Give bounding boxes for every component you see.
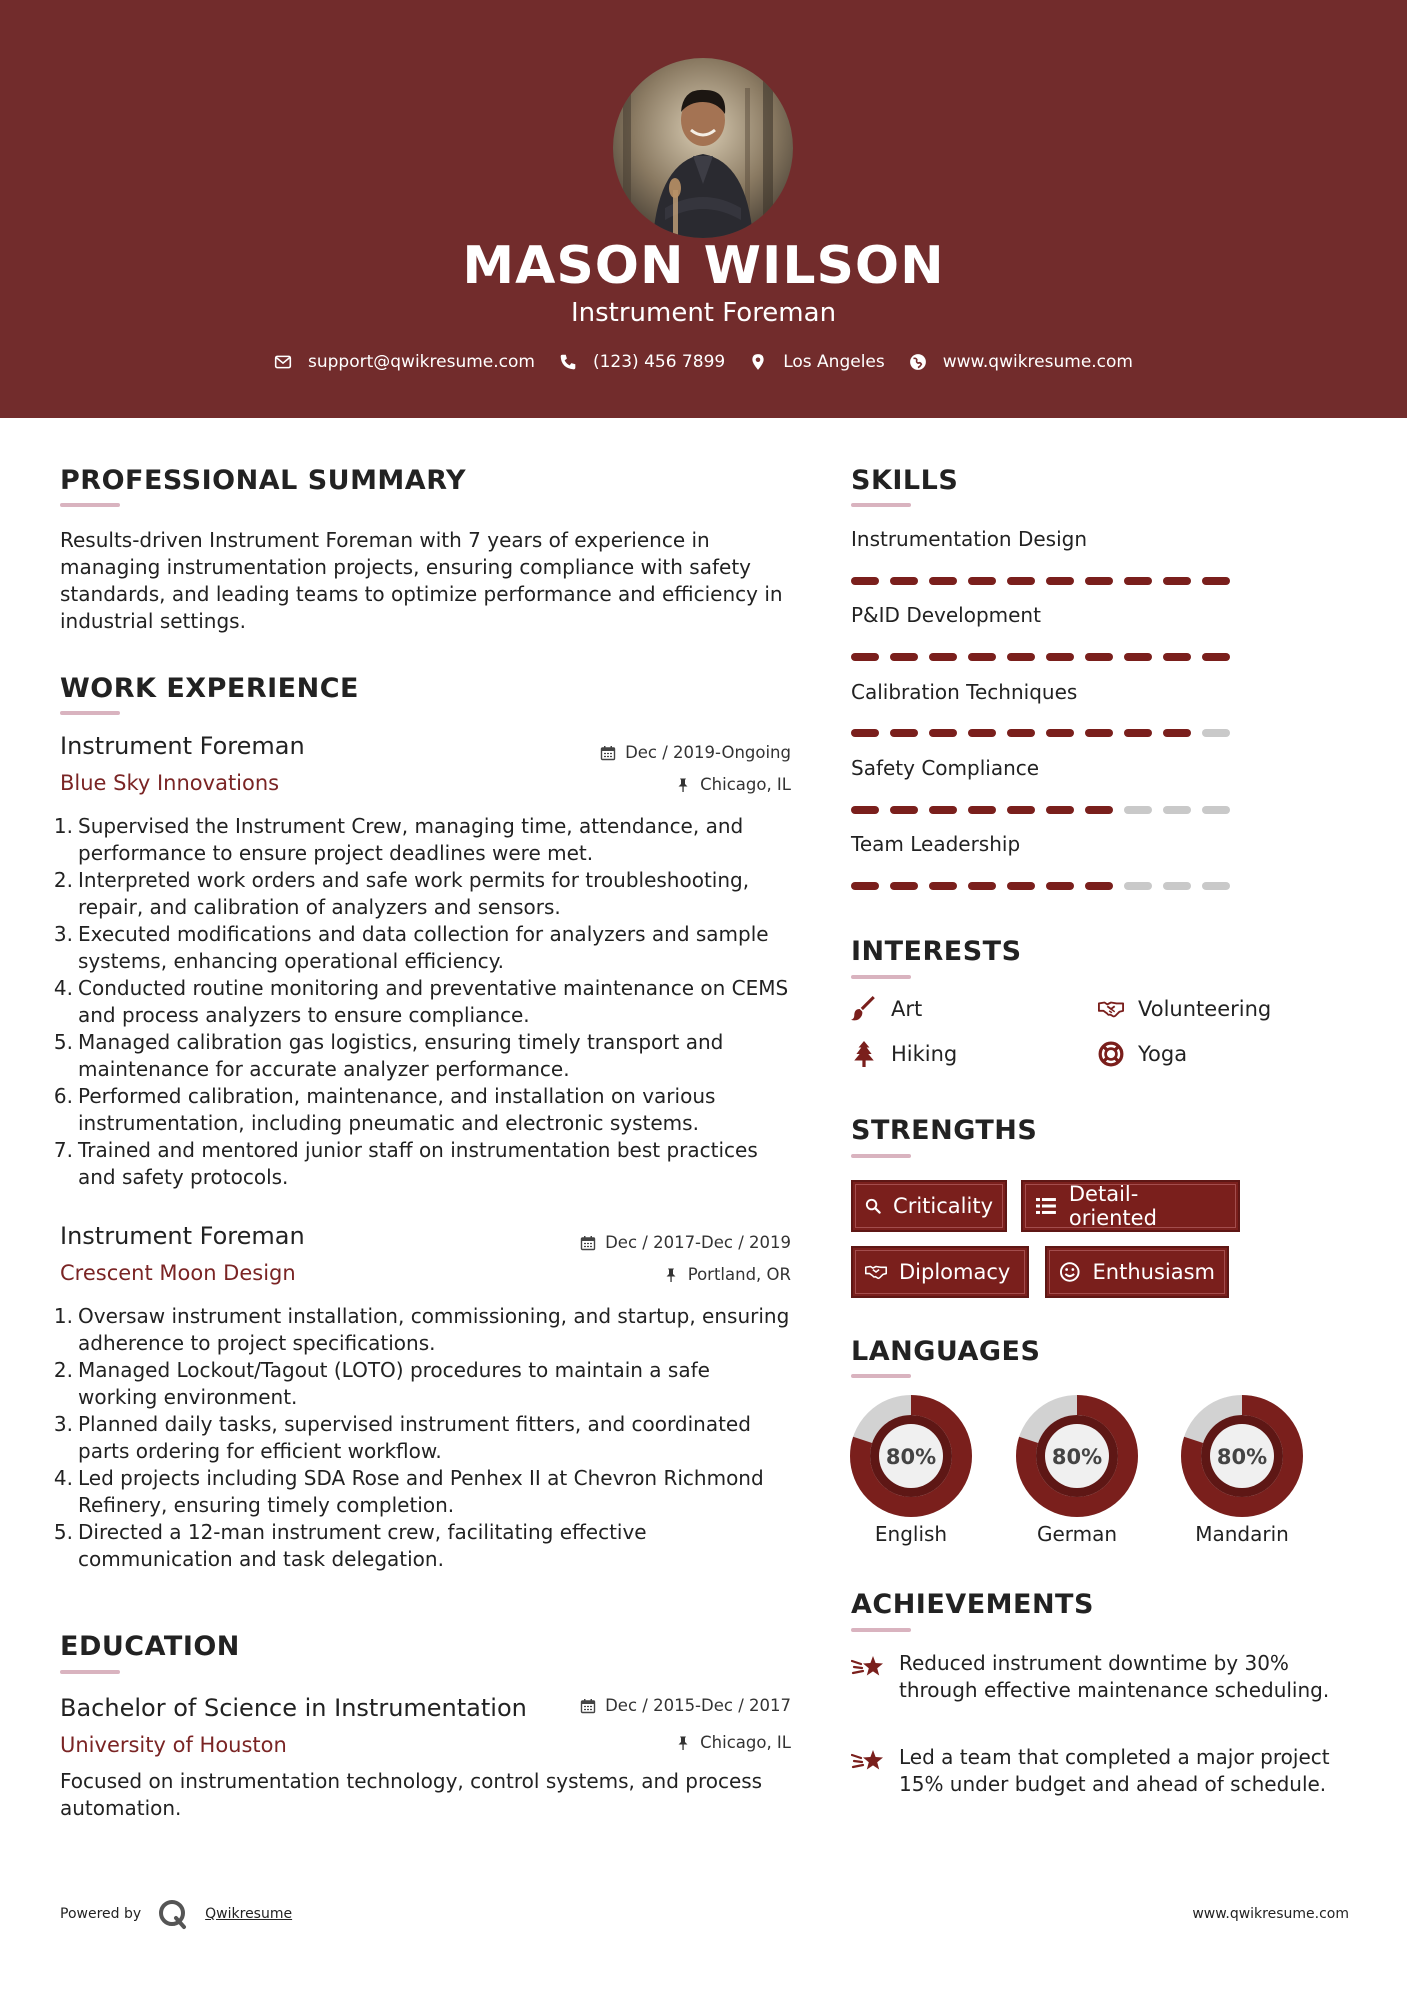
qwikresume-logo-icon	[157, 1898, 189, 1930]
list-item-text: Conducted routine monitoring and preventative maintenance on CEMS and process analyzers to ensure compliance.	[78, 976, 789, 1027]
list-item-text: Supervised the Instrument Crew, managing time, attendance, and performance to ensure project deadlines were met.	[78, 814, 744, 865]
list-item-text: Planned daily tasks, supervised instrument fitters, and coordinated parts ordering for efficient workflow.	[78, 1412, 751, 1463]
skill-dash-filled	[929, 577, 957, 585]
resume-header	[0, 0, 1407, 418]
list-item-text: Managed Lockout/Tagout (LOTO) procedures to maintain a safe working environment.	[78, 1358, 710, 1409]
skill-name: Calibration Techniques	[851, 680, 1078, 704]
achievement-text: Led a team that completed a major project 15% under budget and ahead of schedule.	[899, 1745, 1330, 1796]
skill-dash-empty	[1163, 806, 1191, 814]
strength-label: Diplomacy	[899, 1260, 1011, 1284]
achievement-item	[851, 1650, 1371, 1704]
list-item	[48, 1029, 793, 1083]
interests-heading-rule	[851, 975, 911, 979]
education-location	[675, 1733, 791, 1752]
skill-dash-empty	[1124, 806, 1152, 814]
job-title: Instrument Foreman	[60, 1222, 305, 1250]
contact-email-text: support@qwikresume.com	[308, 352, 535, 372]
list-item-text: Directed a 12-man instrument crew, facilitating effective communication and task delegation.	[78, 1520, 647, 1571]
summary-heading-rule	[60, 503, 120, 507]
skill-dash-filled	[851, 577, 879, 585]
skill-rating	[851, 729, 1231, 737]
contact-website-text: www.qwikresume.com	[942, 352, 1133, 372]
contact-phone-text: (123) 456 7899	[592, 352, 726, 372]
pushpin-icon	[675, 777, 691, 793]
skill-dash-empty	[1202, 806, 1230, 814]
interest-item	[851, 1041, 957, 1067]
list-item	[48, 1411, 793, 1465]
job-bullets	[48, 1303, 793, 1573]
strength-tag	[851, 1180, 1007, 1232]
language-name: Mandarin	[1195, 1522, 1289, 1546]
skill-dash-filled	[851, 806, 879, 814]
skill-name: Team Leadership	[851, 832, 1021, 856]
skills-heading: SKILLS	[851, 465, 959, 496]
education-heading-rule	[60, 1670, 120, 1674]
skill-rating	[851, 577, 1231, 585]
experience-heading: WORK EXPERIENCE	[60, 673, 359, 704]
shooting-star-icon	[851, 1746, 885, 1776]
list-icon	[1035, 1195, 1057, 1217]
list-item-number: 7.	[53, 1138, 73, 1162]
list-item-text: Managed calibration gas logistics, ensuring timely transport and maintenance for accurate analyzer performance.	[78, 1030, 724, 1081]
job-bullets	[48, 813, 793, 1191]
list-item-text: Oversaw instrument installation, commissioning, and startup, ensuring adherence to project specifications.	[78, 1304, 790, 1355]
job-location-text: Portland, OR	[687, 1265, 791, 1284]
list-item	[48, 921, 793, 975]
skill-name: P&ID Development	[851, 603, 1041, 627]
education-degree: Bachelor of Science in Instrumentation	[60, 1694, 527, 1722]
skill-dash-filled	[851, 653, 879, 661]
skills-heading-rule	[851, 503, 911, 507]
interest-label: Art	[891, 997, 923, 1021]
paintbrush-icon	[851, 996, 877, 1022]
skill-dash-filled	[1007, 577, 1035, 585]
skill-dash-filled	[1007, 729, 1035, 737]
skill-dash-filled	[890, 882, 918, 890]
skill-dash-filled	[1163, 577, 1191, 585]
pushpin-icon	[675, 1735, 691, 1751]
calendar-icon	[600, 745, 616, 761]
shooting-star-icon	[851, 1652, 885, 1682]
job-dates	[580, 1233, 791, 1252]
achievements-heading-rule	[851, 1628, 911, 1632]
interests-heading: INTERESTS	[851, 936, 1022, 967]
languages-heading-rule	[851, 1374, 911, 1378]
footer-website[interactable]: www.qwikresume.com	[1192, 1906, 1349, 1922]
skill-name: Safety Compliance	[851, 756, 1040, 780]
calendar-icon	[580, 1235, 596, 1251]
list-item	[48, 1303, 793, 1357]
skill-dash-empty	[1202, 729, 1230, 737]
education-heading: EDUCATION	[60, 1631, 240, 1662]
skill-dash-filled	[890, 729, 918, 737]
skill-dash-filled	[929, 653, 957, 661]
list-item-number: 3.	[53, 1412, 73, 1436]
skill-dash-filled	[1007, 882, 1035, 890]
search-icon	[865, 1195, 881, 1217]
skill-dashes	[851, 882, 1231, 890]
skill-dash-filled	[929, 729, 957, 737]
skill-dash-filled	[1046, 577, 1074, 585]
list-item-text: Led projects including SDA Rose and Penhex II at Chevron Richmond Refinery, ensuring timely completion.	[78, 1466, 764, 1517]
contact-bar	[0, 352, 1407, 372]
skill-dash-filled	[851, 882, 879, 890]
list-item-number: 2.	[53, 1358, 73, 1382]
education-location-text: Chicago, IL	[700, 1733, 791, 1752]
interest-item	[1098, 1041, 1187, 1067]
contact-location	[749, 352, 885, 372]
skill-dash-filled	[968, 882, 996, 890]
skill-dash-filled	[1124, 653, 1152, 661]
candidate-name: MASON WILSON	[462, 236, 945, 296]
list-item	[48, 975, 793, 1029]
list-item-text: Performed calibration, maintenance, and installation on various instrumentation, including pneumatic and electronic systems.	[78, 1084, 716, 1135]
strength-label: Criticality	[893, 1194, 993, 1218]
list-item	[48, 1465, 793, 1519]
candidate-title: Instrument Foreman	[570, 298, 837, 328]
skill-rating	[851, 806, 1231, 814]
skill-dash-filled	[1046, 882, 1074, 890]
achievement-item	[851, 1744, 1371, 1798]
language-percent: 80%	[885, 1445, 937, 1469]
qwikresume-link[interactable]: Qwikresume	[205, 1906, 293, 1922]
skill-dash-filled	[1163, 729, 1191, 737]
skill-dash-filled	[929, 882, 957, 890]
strength-label: Enthusiasm	[1092, 1260, 1215, 1284]
interest-item	[1098, 996, 1271, 1022]
skill-dash-empty	[1124, 882, 1152, 890]
strengths-heading-rule	[851, 1154, 911, 1158]
achievements-heading: ACHIEVEMENTS	[851, 1589, 1094, 1620]
contact-phone[interactable]	[559, 352, 725, 372]
phone-icon	[559, 353, 577, 371]
experience-heading-rule	[60, 711, 120, 715]
skill-dash-filled	[851, 729, 879, 737]
language-percent: 80%	[1051, 1445, 1103, 1469]
skill-dash-filled	[968, 806, 996, 814]
tree-icon	[851, 1041, 877, 1067]
skill-dashes	[851, 729, 1231, 737]
interest-label: Hiking	[891, 1042, 958, 1066]
skill-dash-filled	[1007, 653, 1035, 661]
languages-heading: LANGUAGES	[851, 1336, 1041, 1367]
skill-dash-filled	[968, 729, 996, 737]
list-item-number: 5.	[53, 1030, 73, 1054]
job-dates-text: Dec / 2017-Dec / 2019	[605, 1233, 791, 1252]
skill-dash-filled	[1046, 729, 1074, 737]
map-pin-icon	[749, 353, 767, 371]
list-item-number: 3.	[53, 922, 73, 946]
list-item-number: 6.	[53, 1084, 73, 1108]
skill-dashes	[851, 577, 1231, 585]
envelope-icon	[274, 353, 292, 371]
job-company: Crescent Moon Design	[60, 1261, 296, 1285]
job-location	[663, 1265, 791, 1284]
list-item	[48, 813, 793, 867]
job-company: Blue Sky Innovations	[60, 771, 280, 795]
footer-powered-by	[60, 1898, 292, 1930]
pushpin-icon	[663, 1267, 679, 1283]
language-donut	[849, 1394, 973, 1518]
skill-dash-filled	[1085, 806, 1113, 814]
skill-dash-filled	[890, 806, 918, 814]
skill-dash-filled	[968, 653, 996, 661]
skill-rating	[851, 882, 1231, 890]
language-item	[849, 1394, 973, 1546]
skill-name: Instrumentation Design	[851, 527, 1088, 551]
job-location	[675, 775, 791, 794]
globe-icon	[909, 353, 927, 371]
profile-photo	[613, 58, 793, 238]
strength-tag	[1021, 1180, 1240, 1232]
strength-tag	[1045, 1246, 1229, 1298]
skill-dash-filled	[1085, 729, 1113, 737]
list-item-number: 1.	[53, 814, 73, 838]
skill-dash-filled	[890, 577, 918, 585]
strengths-heading: STRENGTHS	[851, 1115, 1038, 1146]
job-title: Instrument Foreman	[60, 732, 305, 760]
list-item	[48, 1083, 793, 1137]
contact-location-text: Los Angeles	[783, 352, 885, 372]
skill-dash-filled	[1085, 882, 1113, 890]
education-dates-text: Dec / 2015-Dec / 2017	[605, 1696, 791, 1715]
language-donut	[1015, 1394, 1139, 1518]
summary-text: Results-driven Instrument Foreman with 7 years of experience in managing instrumentation projects, ensuring compliance with safety standards, and leading teams to optimize performance and efficiency in industrial settings.	[60, 528, 783, 633]
skill-dashes	[851, 806, 1231, 814]
interest-label: Volunteering	[1138, 997, 1272, 1021]
skill-dash-filled	[1046, 806, 1074, 814]
list-item-number: 2.	[53, 868, 73, 892]
lifebuoy-icon	[1098, 1041, 1124, 1067]
skill-dash-filled	[1202, 577, 1230, 585]
smile-icon	[1059, 1261, 1081, 1283]
language-percent: 80%	[1216, 1445, 1268, 1469]
skill-dashes	[851, 653, 1231, 661]
list-item-number: 5.	[53, 1520, 73, 1544]
skill-rating	[851, 653, 1231, 661]
list-item	[48, 1519, 793, 1573]
achievement-text: Reduced instrument downtime by 30% through effective maintenance scheduling.	[899, 1651, 1330, 1702]
list-item-number: 4.	[53, 976, 73, 1000]
language-name: German	[1036, 1522, 1118, 1546]
language-item	[1180, 1394, 1304, 1546]
calendar-icon	[580, 1698, 596, 1714]
interest-item	[851, 996, 922, 1022]
skill-dash-empty	[1163, 882, 1191, 890]
skill-dash-empty	[1202, 882, 1230, 890]
skill-dash-filled	[1007, 806, 1035, 814]
strength-tag	[851, 1246, 1029, 1298]
skill-dash-filled	[1085, 577, 1113, 585]
list-item-text: Executed modifications and data collection for analyzers and sample systems, enhancing operational efficiency.	[78, 922, 769, 973]
handshake-icon	[1098, 996, 1124, 1022]
list-item-text: Trained and mentored junior staff on instrumentation best practices and safety protocols.	[78, 1138, 758, 1189]
job-dates	[600, 743, 791, 762]
list-item-number: 4.	[53, 1466, 73, 1490]
list-item	[48, 1357, 793, 1411]
skill-dash-filled	[1046, 653, 1074, 661]
skill-dash-filled	[1124, 729, 1152, 737]
contact-website[interactable]	[909, 352, 1133, 372]
skill-dash-filled	[929, 806, 957, 814]
list-item	[48, 867, 793, 921]
education-description: Focused on instrumentation technology, control systems, and process automation.	[60, 1769, 763, 1820]
list-item	[48, 1137, 793, 1191]
skill-dash-filled	[1163, 653, 1191, 661]
strength-label: Detail-oriented	[1068, 1182, 1157, 1230]
job-location-text: Chicago, IL	[700, 775, 791, 794]
skill-dash-filled	[1085, 653, 1113, 661]
education-dates	[580, 1696, 791, 1715]
powered-by-label: Powered by	[60, 1906, 142, 1922]
summary-heading: PROFESSIONAL SUMMARY	[60, 465, 467, 496]
job-dates-text: Dec / 2019-Ongoing	[625, 743, 791, 762]
list-item-text: Interpreted work orders and safe work permits for troubleshooting, repair, and calibration of analyzers and sensors.	[78, 868, 750, 919]
interest-label: Yoga	[1138, 1042, 1188, 1066]
skill-dash-filled	[968, 577, 996, 585]
skill-dash-filled	[1124, 577, 1152, 585]
skill-dash-filled	[1202, 653, 1230, 661]
skill-dash-filled	[890, 653, 918, 661]
education-school: University of Houston	[60, 1733, 287, 1757]
profile-photo-image	[613, 58, 793, 238]
language-donut	[1180, 1394, 1304, 1518]
list-item-number: 1.	[53, 1304, 73, 1328]
contact-email[interactable]	[274, 352, 535, 372]
handshake-icon	[865, 1261, 887, 1283]
language-name: English	[874, 1522, 948, 1546]
language-item	[1015, 1394, 1139, 1546]
